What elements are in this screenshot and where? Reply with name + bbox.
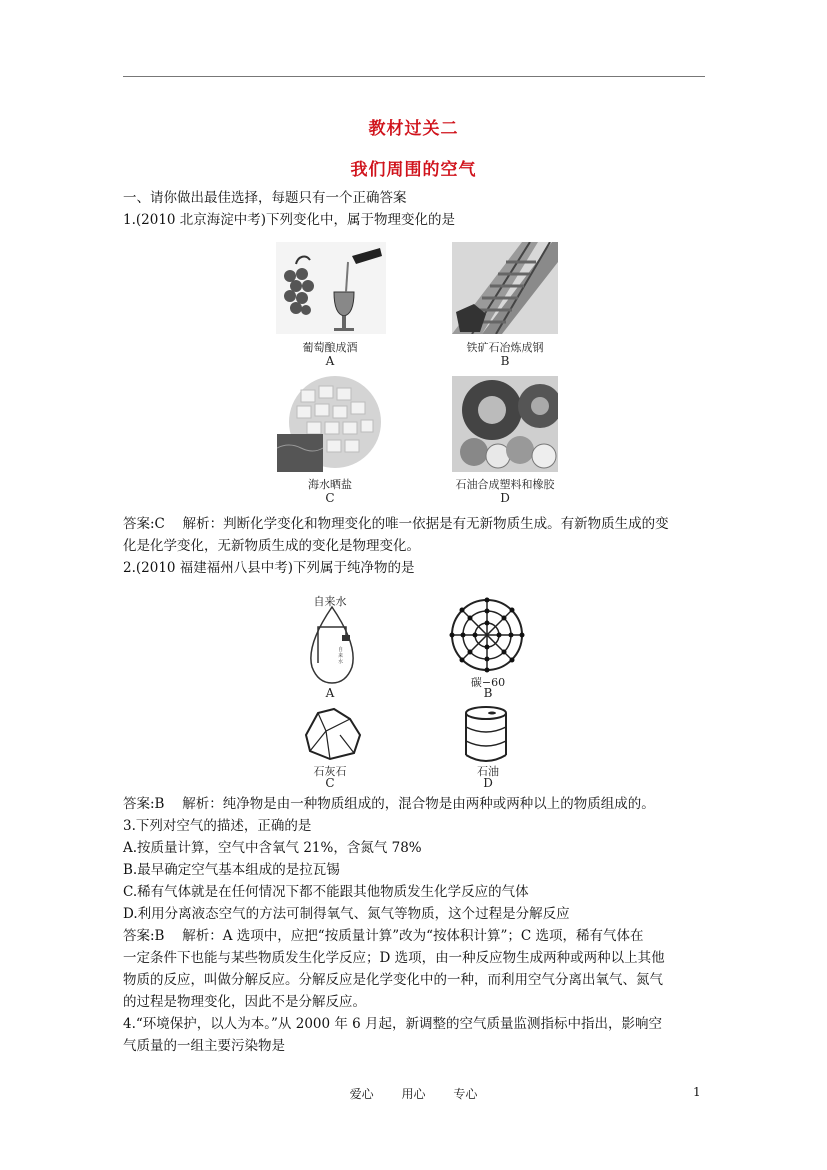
q1-option-a-letter: A: [325, 354, 335, 368]
section-heading: 一、请你做出最佳选择，每题只有一个正确答案: [123, 190, 407, 206]
q2-option-a-caption: 自来水: [313, 595, 347, 608]
footer-word-2: 用心: [401, 1087, 426, 1101]
q2-option-b-caption: 碳−60: [470, 676, 506, 689]
q3-option-a: A.按质量计算，空气中含氧气 21%，含氮气 78%: [123, 840, 422, 856]
q1-option-c-caption: 海水晒盐: [308, 478, 352, 491]
q3-answer-line2: 一定条件下也能与某些物质发生化学反应；D 选项，由一种反应物生成两种或两种以上其他: [123, 950, 665, 966]
q3-option-b: B.最早确定空气基本组成的是拉瓦锡: [123, 862, 340, 878]
q2-option-d-caption: 石油: [477, 765, 499, 778]
plastic-rubber-image: [452, 376, 558, 472]
q4-question-line1: 4.“环境保护，以人为本。”从 2000 年 6 月起，新调整的空气质量监测指标中指出，影响空: [123, 1016, 663, 1032]
tap-water-drop-icon: [302, 605, 362, 685]
limestone-rock-icon: [300, 705, 364, 761]
q1-option-d-letter: D: [500, 491, 510, 505]
q3-answer-line4: 的过程是物理变化，因此不是分解反应。: [123, 994, 366, 1010]
q2-option-c-letter: C: [325, 776, 335, 790]
oil-barrel-icon: [462, 705, 510, 763]
svg-text:来: 来: [338, 653, 344, 659]
q2-answer: 答案:B 解析：纯净物是由一种物质组成的，混合物是由两种或两种以上的物质组成的。: [123, 796, 655, 812]
svg-text:水: 水: [338, 659, 344, 665]
q3-answer-line3: 物质的反应，叫做分解反应。分解反应是化学变化中的一种，而利用空气分离出氧气、氮气: [123, 972, 663, 988]
q1-answer-line2: 化是化学变化，无新物质生成的变化是物理变化。: [123, 538, 420, 554]
sea-salt-image: [277, 376, 385, 472]
q1-option-b-caption: 铁矿石冶炼成钢: [466, 341, 544, 354]
q3-answer-line1: 答案:B 解析：A 选项中，应把“按质量计算”改为“按体积计算”；C 选项，稀有气体在: [123, 928, 644, 944]
q2-option-b-letter: B: [483, 686, 493, 700]
header-rule: [123, 76, 705, 77]
q1-option-b-letter: B: [500, 354, 510, 368]
page-subtitle: 我们周围的空气: [350, 160, 477, 180]
svg-text:自: 自: [338, 647, 344, 653]
q2-option-a-letter: A: [325, 686, 335, 700]
q4-question-line2: 气质量的一组主要污染物是: [123, 1038, 285, 1054]
q1-answer-line1: 答案:C 解析：判断化学变化和物理变化的唯一依据是有无新物质生成。有新物质生成的变: [123, 516, 669, 532]
page-number: 1: [693, 1085, 701, 1099]
rail-track-image: [452, 242, 558, 334]
q1-option-c-letter: C: [325, 491, 335, 505]
q2-option-c-caption: 石灰石: [313, 765, 347, 778]
footer-word-1: 爱心: [349, 1087, 374, 1101]
page-title: 教材过关二: [368, 119, 459, 139]
q1-question: 1.(2010 北京海淀中考)下列变化中，属于物理变化的是: [123, 212, 456, 228]
q2-question: 2.(2010 福建福州八县中考)下列属于纯净物的是: [123, 560, 415, 576]
footer-word-3: 专心: [453, 1087, 478, 1101]
q3-question: 3.下列对空气的描述，正确的是: [123, 818, 312, 834]
page-footer: [0, 1085, 827, 1102]
q3-option-c: C.稀有气体就是在任何情况下都不能跟其他物质发生化学反应的气体: [123, 884, 529, 900]
c60-molecule-icon: [447, 595, 527, 675]
grape-wine-image: [276, 242, 386, 334]
q1-option-a-caption: 葡萄酿成酒: [302, 341, 358, 354]
q1-option-d-caption: 石油合成塑料和橡胶: [455, 478, 555, 491]
q2-option-d-letter: D: [483, 776, 493, 790]
q3-option-d: D.利用分离液态空气的方法可制得氧气、氮气等物质，这个过程是分解反应: [123, 906, 570, 922]
